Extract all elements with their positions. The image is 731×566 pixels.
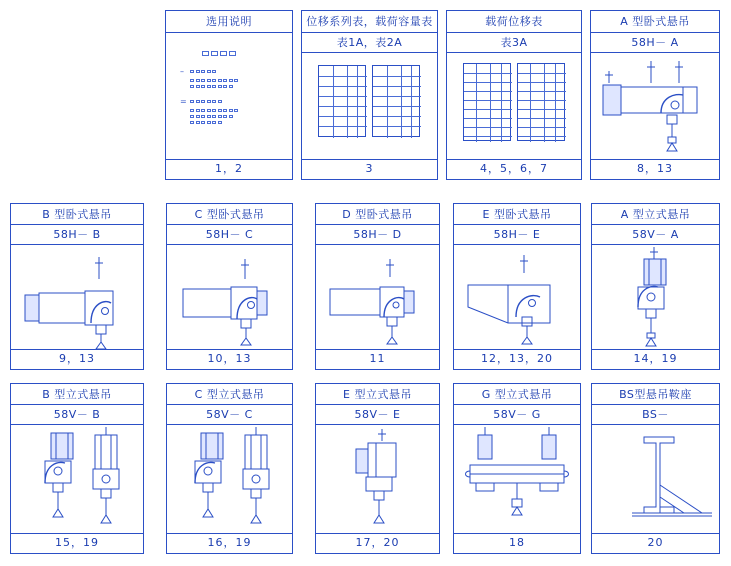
card-a-vertical[interactable] (591, 203, 720, 370)
card-footer: 10，13 (167, 349, 292, 369)
figure-drawing (454, 425, 580, 533)
notes-line: – (180, 67, 240, 76)
figure-drawing (11, 425, 143, 533)
card-footer: 9，13 (11, 349, 143, 369)
card-figure-tables (302, 53, 437, 159)
card-footer: 12，13，20 (454, 349, 580, 369)
card-subheader: 58H－ B (11, 225, 143, 245)
notes-line (190, 109, 240, 112)
card-header: G 型立式悬吊 (454, 384, 580, 405)
card-footer: 14，19 (592, 349, 719, 369)
card-subheader: 58V－ A (592, 225, 719, 245)
card-subheader: 58H－ D (316, 225, 439, 245)
card-figure-hoist-horizontal-d (316, 245, 439, 349)
card-footer: 15，19 (11, 533, 143, 553)
card-d-horizontal[interactable] (315, 203, 440, 370)
card-header: B 型立式悬吊 (11, 384, 143, 405)
figure-drawing (167, 425, 292, 533)
card-subheader: 58V－ C (167, 405, 292, 425)
card-header: E 型立式悬吊 (316, 384, 439, 405)
card-header: BS型悬吊鞍座 (592, 384, 719, 405)
card-figure-hoist-vertical-g (454, 425, 580, 533)
mini-table (372, 65, 420, 137)
card-subheader: 58H－ C (167, 225, 292, 245)
notes-text-block (180, 51, 240, 127)
card-c-horizontal[interactable] (166, 203, 293, 370)
figure-drawing (316, 425, 439, 533)
card-bs-saddle[interactable] (591, 383, 720, 554)
card-subheader: 58H－ A (591, 33, 719, 53)
card-footer: 11 (316, 349, 439, 369)
figure-drawing (316, 245, 439, 349)
card-header: 位移系列表，载荷容量表 (302, 11, 437, 33)
card-figure-saddle-beam (592, 425, 719, 533)
card-footer: 3 (302, 159, 437, 179)
notes-line (190, 121, 240, 124)
card-figure-hoist-horizontal-e (454, 245, 580, 349)
card-footer: 4，5，6，7 (447, 159, 581, 179)
card-figure-hoist-vertical-a (592, 245, 719, 349)
card-e-horizontal[interactable] (453, 203, 581, 370)
figure-drawing (167, 245, 292, 349)
card-subheader: 58H－ E (454, 225, 580, 245)
mini-table (318, 65, 366, 137)
card-footer: 18 (454, 533, 580, 553)
card-header: A 型立式悬吊 (592, 204, 719, 225)
card-figure-hoist-vertical-e (316, 425, 439, 533)
mini-table (463, 63, 511, 141)
card-footer: 1，2 (166, 159, 292, 179)
card-figure-hoist-vertical-c (167, 425, 292, 533)
card-figure-hoist-vertical-b (11, 425, 143, 533)
card-header: A 型卧式悬吊 (591, 11, 719, 33)
figure-drawing (592, 425, 719, 533)
card-footer: 16，19 (167, 533, 292, 553)
notes-line: = (180, 97, 240, 106)
figure-drawing (454, 245, 580, 349)
notes-line (202, 51, 240, 56)
notes-line (190, 85, 240, 88)
card-c-vertical[interactable] (166, 383, 293, 554)
card-displacement-series[interactable] (301, 10, 438, 180)
card-figure-hoist-horizontal-b (11, 245, 143, 349)
card-footer: 20 (592, 533, 719, 553)
notes-line (190, 79, 240, 82)
card-subheader: 58V－ G (454, 405, 580, 425)
notes-line (190, 115, 240, 118)
card-subheader: BS－ (592, 405, 719, 425)
figure-drawing (592, 245, 719, 349)
card-selection-notes[interactable] (165, 10, 293, 180)
card-subheader: 表3A (447, 33, 581, 53)
mini-table (517, 63, 565, 141)
card-footer: 8，13 (591, 159, 719, 179)
card-a-horizontal[interactable] (590, 10, 720, 180)
card-header: 载荷位移表 (447, 11, 581, 33)
card-b-horizontal[interactable] (10, 203, 144, 370)
figure-drawing (11, 245, 143, 349)
card-figure-hoist-horizontal-a (591, 53, 719, 159)
card-g-vertical[interactable] (453, 383, 581, 554)
card-footer: 17，20 (316, 533, 439, 553)
card-figure-hoist-horizontal-c (167, 245, 292, 349)
card-load-displacement[interactable] (446, 10, 582, 180)
card-subheader: 58V－ B (11, 405, 143, 425)
card-subheader: 表1A，表2A (302, 33, 437, 53)
card-header: B 型卧式悬吊 (11, 204, 143, 225)
card-e-vertical[interactable] (315, 383, 440, 554)
card-header: C 型立式悬吊 (167, 384, 292, 405)
figure-drawing (591, 53, 719, 157)
card-figure-text-list (166, 33, 292, 159)
card-header: 选用说明 (166, 11, 292, 33)
card-header: C 型卧式悬吊 (167, 204, 292, 225)
card-subheader: 58V－ E (316, 405, 439, 425)
card-figure-tables (447, 53, 581, 159)
card-b-vertical[interactable] (10, 383, 144, 554)
card-header: D 型卧式悬吊 (316, 204, 439, 225)
card-header: E 型卧式悬吊 (454, 204, 580, 225)
